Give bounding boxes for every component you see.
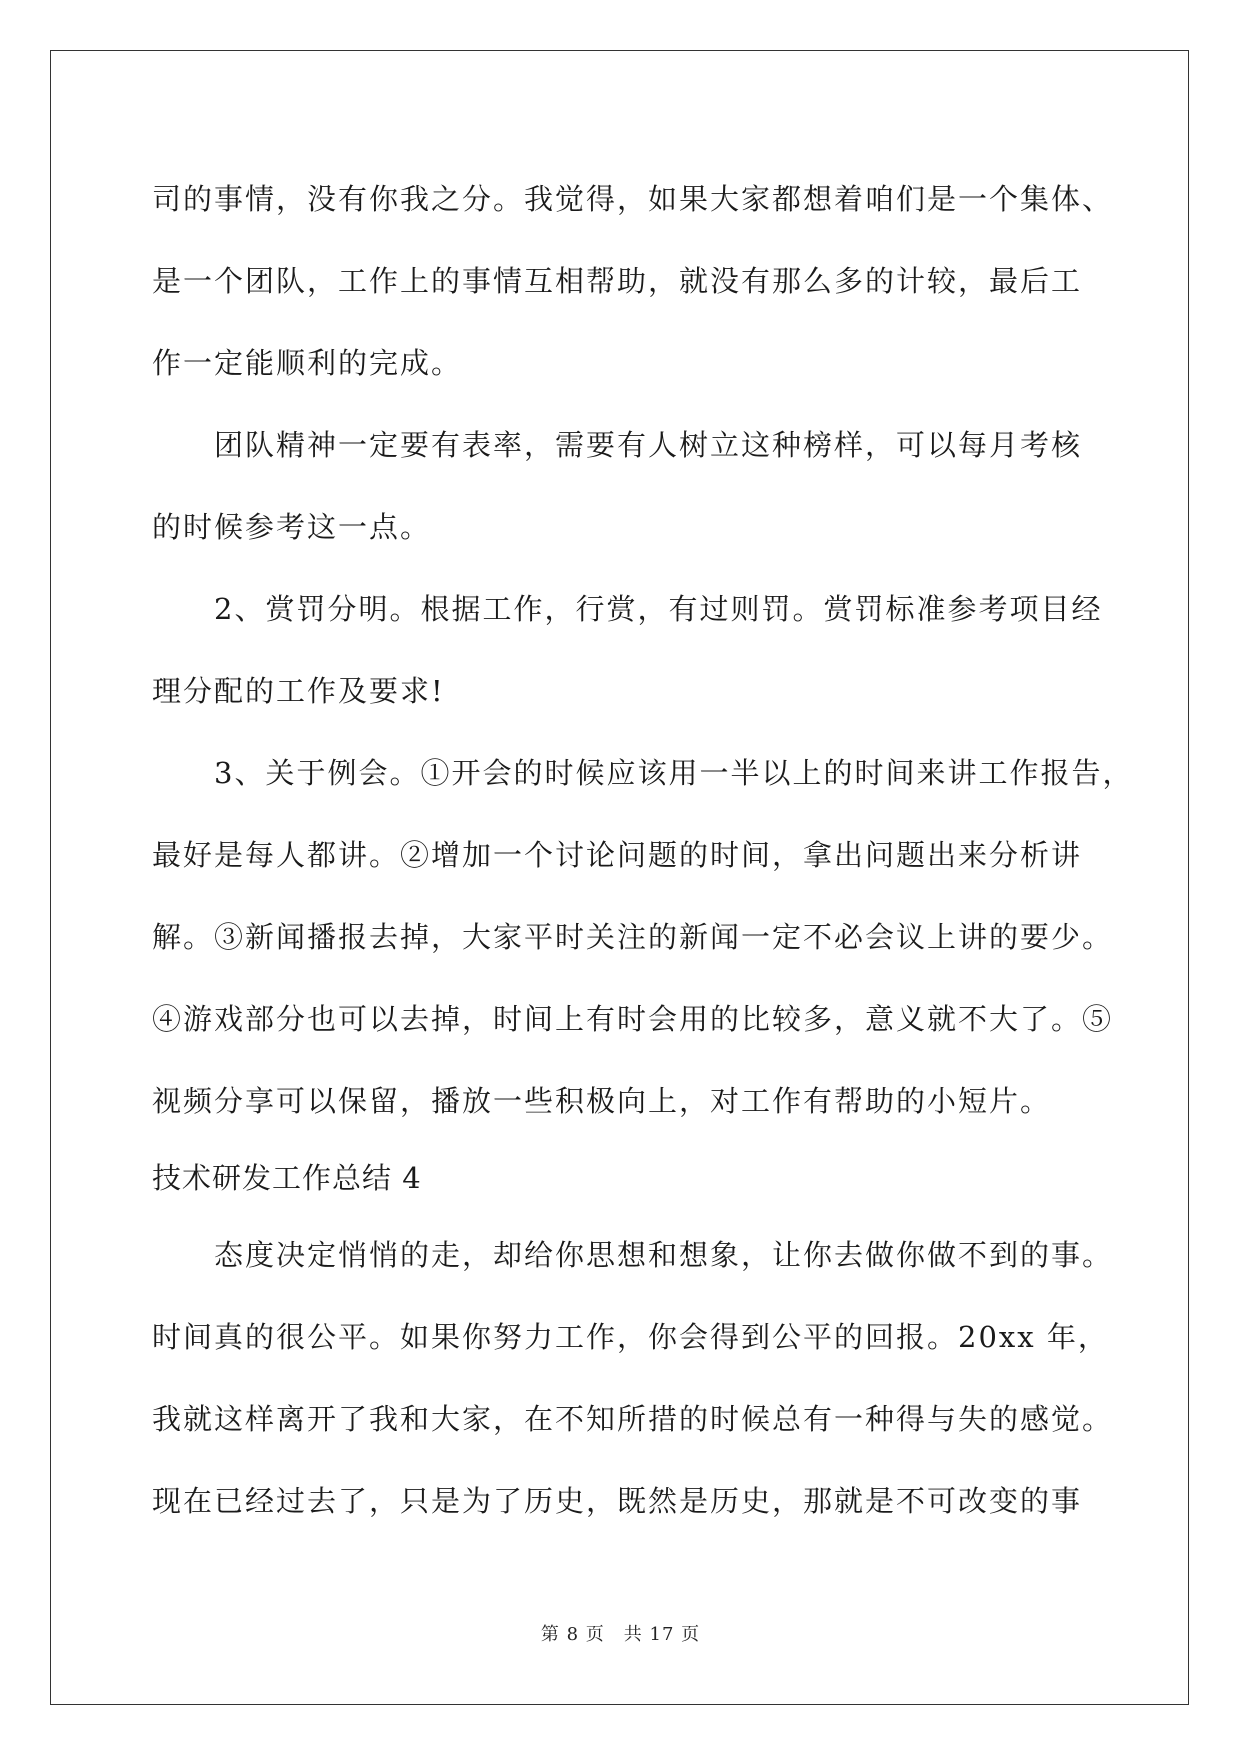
text-line: ④游戏部分也可以去掉，时间上有时会用的比较多，意义就不大了。⑤ xyxy=(152,1002,1114,1036)
text-line: 视频分享可以保留，播放一些积极向上，对工作有帮助的小短片。 xyxy=(152,1084,1052,1118)
text-line: 解。③新闻播报去掉，大家平时关注的新闻一定不必会议上讲的要少。 xyxy=(152,920,1114,954)
text-line: 现在已经过去了，只是为了历史，既然是历史，那就是不可改变的事 xyxy=(152,1484,1083,1518)
section-heading: 技术研发工作总结 4 xyxy=(152,1161,422,1195)
text-line: 2、赏罚分明。根据工作，行赏，有过则罚。赏罚标准参考项目经 xyxy=(214,592,1103,626)
text-line: 3、关于例会。①开会的时候应该用一半以上的时间来讲工作报告， xyxy=(214,756,1134,790)
text-line: 时间真的很公平。如果你努力工作，你会得到公平的回报。20xx 年， xyxy=(152,1320,1109,1354)
page-number-footer: 第 8 页 共 17 页 xyxy=(540,1624,701,1645)
text-line: 作一定能顺利的完成。 xyxy=(152,346,463,380)
text-line: 团队精神一定要有表率，需要有人树立这种榜样，可以每月考核 xyxy=(214,428,1083,462)
text-line: 我就这样离开了我和大家，在不知所措的时候总有一种得与失的感觉。 xyxy=(152,1402,1114,1436)
document-body xyxy=(152,158,1134,1542)
text-line: 司的事情，没有你我之分。我觉得，如果大家都想着咱们是一个集体、 xyxy=(152,182,1114,216)
text-line: 最好是每人都讲。②增加一个讨论问题的时间，拿出问题出来分析讲 xyxy=(152,838,1083,872)
text-line: 的时候参考这一点。 xyxy=(152,510,432,544)
text-line: 是一个团队，工作上的事情互相帮助，就没有那么多的计较，最后工 xyxy=(152,264,1083,298)
text-line: 理分配的工作及要求! xyxy=(152,674,445,708)
text-line: 态度决定悄悄的走，却给你思想和想象，让你去做你做不到的事。 xyxy=(214,1238,1114,1272)
